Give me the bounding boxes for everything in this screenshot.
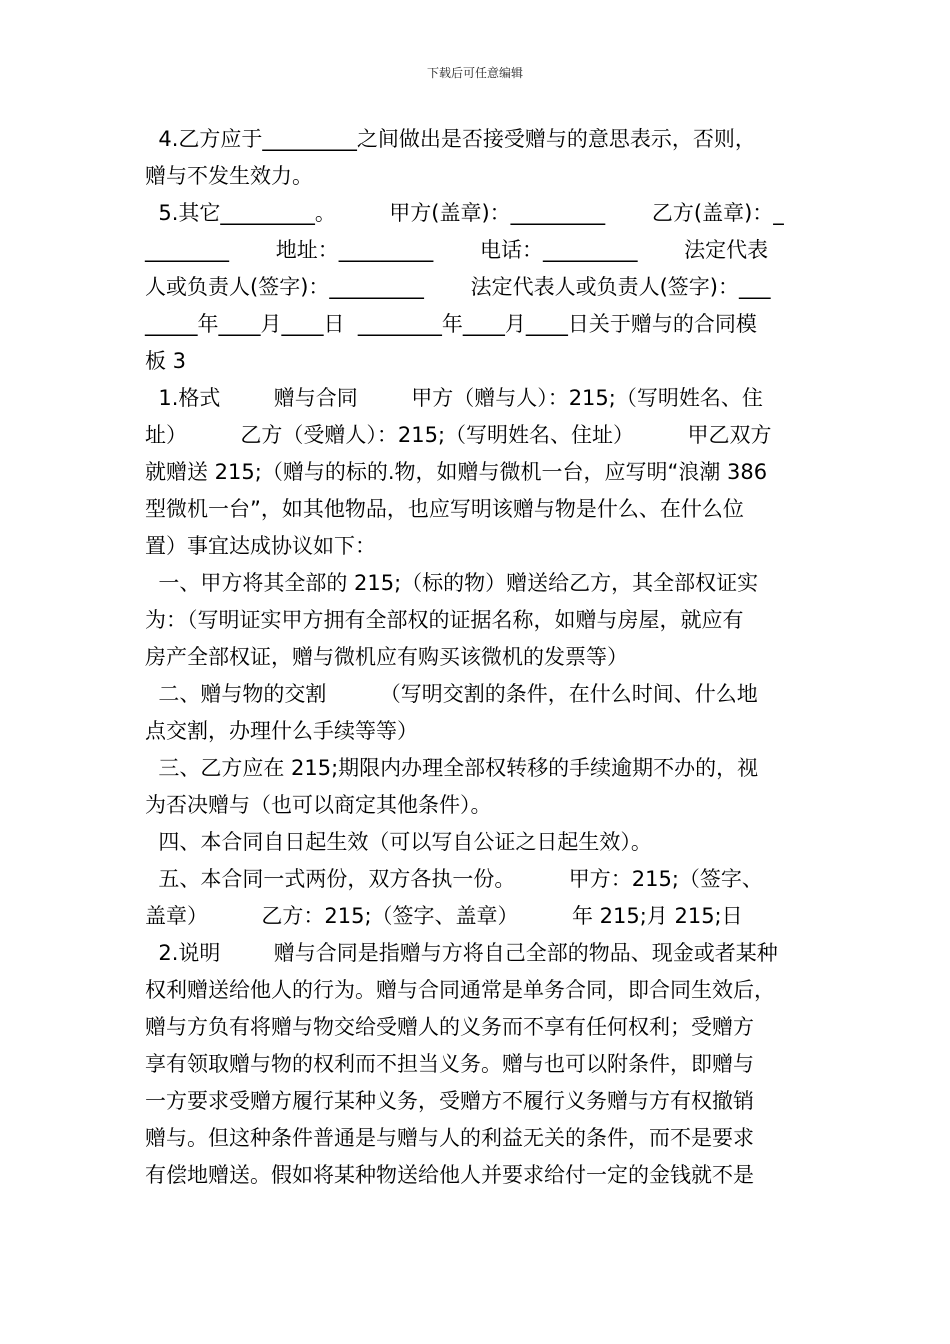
text-line: 为：（写明证实甲方拥有全部权的证据名称，如赠与房屋，就应有 [145,608,744,632]
text-line: 二、赠与物的交割 （写明交割的条件，在什么时间、什么地 [145,682,758,706]
text-line: 板 3 [145,349,187,373]
document-body [145,121,821,1194]
text-line: 点交割，办理什么手续等等） [145,719,418,743]
text-line: 一方要求受赠方履行某种义务，受赠方不履行义务赠与方有权撤销 [145,1089,754,1113]
text-line: 就赠送 215;（赠与的标的.物，如赠与微机一台，应写明“浪潮 386 [145,460,768,484]
text-line: 房产全部权证，赠与微机应有购买该微机的发票等） [145,645,628,669]
text-line: ________ 地址：_________ 电话：_________ 法定代表 [145,238,769,262]
page-header: 下载后可任意编辑 [426,66,523,80]
text-line: 有偿地赠送。假如将某种物送给他人并要求给付一定的金钱就不是 [145,1163,754,1187]
text-line: 五、本合同一式两份，双方各执一份。 甲方：215;（签字、 [145,867,763,891]
text-line: 权利赠送给他人的行为。赠与合同通常是单务合同，即合同生效后， [145,978,775,1002]
text-line: 四、本合同自日起生效（可以写自公证之日起生效）。 [145,830,652,854]
text-line: 盖章） 乙方：215;（签字、盖章） 年 215;月 215;日 [145,904,743,928]
text-line: 三、乙方应在 215;期限内办理全部权转移的手续逾期不办的，视 [145,756,759,780]
text-line: 置）事宜达成协议如下： [145,534,376,558]
text-line: 址） 乙方（受赠人）：215;（写明姓名、住址） 甲乙双方 [145,423,772,447]
text-line: 2.说明 赠与合同是指赠与方将自己全部的物品、现金或者某种 [145,941,778,965]
text-line: 一、甲方将其全部的 215;（标的物）赠送给乙方，其全部权证实 [145,571,759,595]
text-line: _____年____月____日 ________年____月____日关于赠与的合同模 [145,312,757,336]
text-line: 1.格式 赠与合同 甲方（赠与人）：215;（写明姓名、住 [145,386,763,410]
text-line: 赠与不发生效力。 [145,164,313,188]
text-line: 5.其它_________。 甲方(盖章)：_________ 乙方(盖章)：_ [145,201,784,225]
text-line: 型微机一台”，如其他物品，也应写明该赠与物是什么、在什么位 [145,497,744,521]
text-line: 赠与。但这种条件普通是与赠与人的利益无关的条件，而不是要求 [145,1126,754,1150]
text-line: 享有领取赠与物的权利而不担当义务。赠与也可以附条件，即赠与 [145,1052,754,1076]
text-line: 人或负责人(签字)：_________ 法定代表人或负责人(签字)：___ [145,275,771,299]
text-line: 赠与方负有将赠与物交给受赠人的义务而不享有任何权利；受赠方 [145,1015,754,1039]
text-line: 4.乙方应于_________之间做出是否接受赠与的意思表示，否则， [145,127,756,151]
text-line: 为否决赠与（也可以商定其他条件）。 [145,793,492,817]
